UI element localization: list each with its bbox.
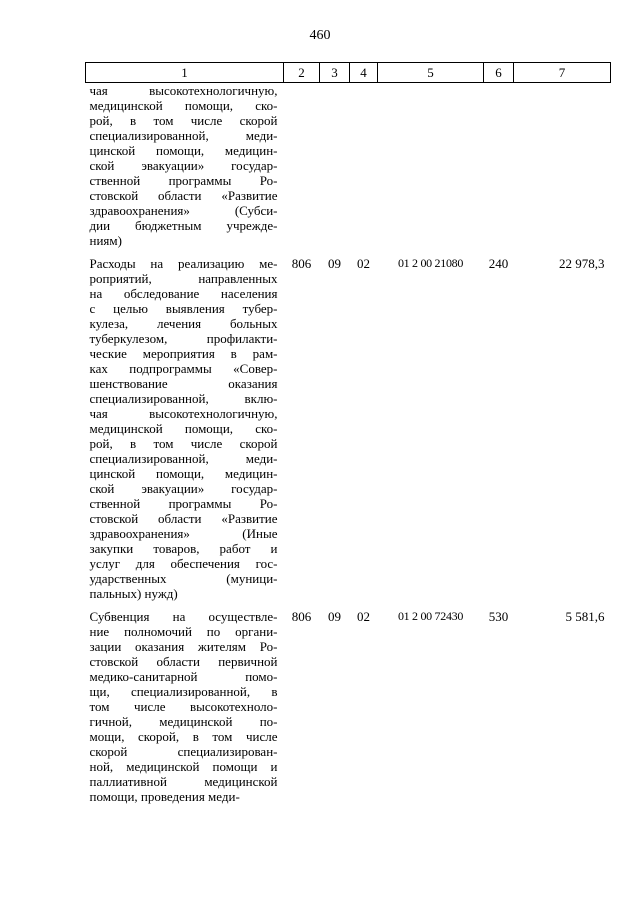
column-header-1: 1 (86, 63, 284, 83)
row-target-article-code (378, 83, 484, 254)
description-line: стовской области «Развитие (89, 511, 278, 526)
description-line: ках подпрограммы «Совер- (89, 361, 278, 376)
description-line: чая высокотехнологичную, (89, 83, 278, 98)
row-amount: 22 978,3 (559, 256, 605, 271)
row-ministry-code: 806 (291, 609, 312, 624)
row-section-code: 09 (328, 609, 341, 624)
description-line: ской эвакуации» государ- (89, 158, 278, 173)
description-line: скорой специализирован- (89, 744, 278, 759)
description-line: кулеза, лечения больных (89, 316, 278, 331)
row-expense-type-code (484, 83, 514, 254)
row-target-article-code: 01 2 00 21080 (397, 256, 464, 270)
description-line: ние полномочий по органи- (89, 624, 278, 639)
description-line: паллиативной медицинской (89, 774, 278, 789)
description-line: шенствование оказания (89, 376, 278, 391)
description-line: цинской помощи, медицин- (89, 466, 278, 481)
description-line: здравоохранения» (Иные (89, 526, 278, 541)
description-line: Субвенция на осуществле- (89, 609, 278, 624)
description-line: гичной, медицинской по- (89, 714, 278, 729)
row-expense-type-code: 240 (488, 256, 509, 271)
description-line: рой, в том числе скорой (89, 436, 278, 451)
description-line: рой, в том числе скорой (89, 113, 278, 128)
description-line: пальных) нужд) (89, 586, 178, 601)
column-header-5: 5 (378, 63, 484, 83)
description-line: медицинской помощи, ско- (89, 421, 278, 436)
table-body (86, 83, 611, 810)
description-line: ческие мероприятия в рам- (89, 346, 278, 361)
column-header-4: 4 (350, 63, 378, 83)
description-line: мощи, скорой, в том числе (89, 729, 278, 744)
row-amount: 5 581,6 (565, 609, 605, 624)
row-ministry-code: 806 (291, 256, 312, 271)
description-line: закупки товаров, работ и (89, 541, 278, 556)
row-expense-type-code: 530 (488, 609, 509, 624)
description-line: чая высокотехнологичную, (89, 406, 278, 421)
table-header-row (86, 63, 611, 83)
description-line: специализированной, вклю- (89, 391, 278, 406)
description-line: медицинской помощи, ско- (89, 98, 278, 113)
description-line: ственной программы Ро- (89, 173, 278, 188)
description-line: здравоохранения» (Субси- (89, 203, 278, 218)
description-line: специализированной, меди- (89, 451, 278, 466)
table-row (86, 83, 611, 254)
budget-table (85, 62, 611, 809)
row-subsection-code: 02 (357, 256, 370, 271)
row-section-code (320, 83, 350, 254)
description-line: ской эвакуации» государ- (89, 481, 278, 496)
row-subsection-code (350, 83, 378, 254)
description-line: ственной программы Ро- (89, 496, 278, 511)
description-line: стовской области «Развитие (89, 188, 278, 203)
page-number: 460 (309, 28, 331, 43)
description-line: ниям) (89, 233, 122, 248)
column-header-3: 3 (320, 63, 350, 83)
row-description (86, 606, 284, 809)
description-line: на обследование населения (89, 286, 278, 301)
description-line: Расходы на реализацию ме- (89, 256, 278, 271)
description-line: с целью выявления тубер- (89, 301, 278, 316)
description-line: ударственных (муници- (89, 571, 278, 586)
row-subsection-code: 02 (357, 609, 370, 624)
row-amount (514, 83, 611, 254)
row-ministry-code (284, 83, 320, 254)
description-line: ной, медицинской помощи и (89, 759, 278, 774)
row-section-code: 09 (328, 256, 341, 271)
description-line: щи, специализированной, в (89, 684, 278, 699)
description-line: туберкулезом, профилакти- (89, 331, 278, 346)
description-line: стовской области первичной (89, 654, 278, 669)
description-line: цинской помощи, медицин- (89, 143, 278, 158)
description-line: медико-санитарной помо- (89, 669, 278, 684)
row-description (86, 253, 284, 606)
table-row (86, 606, 611, 809)
description-line: роприятий, направленных (89, 271, 278, 286)
row-description (86, 83, 284, 254)
column-header-6: 6 (484, 63, 514, 83)
description-line: зации оказания жителям Ро- (89, 639, 278, 654)
description-line: помощи, проведения меди- (89, 789, 240, 804)
description-line: услуг для обеспечения гос- (89, 556, 278, 571)
column-header-7: 7 (514, 63, 611, 83)
row-target-article-code: 01 2 00 72430 (397, 609, 464, 623)
column-header-2: 2 (284, 63, 320, 83)
description-line: дии бюджетным учрежде- (89, 218, 278, 233)
description-line: том числе высокотехноло- (89, 699, 278, 714)
table-row (86, 253, 611, 606)
description-line: специализированной, меди- (89, 128, 278, 143)
